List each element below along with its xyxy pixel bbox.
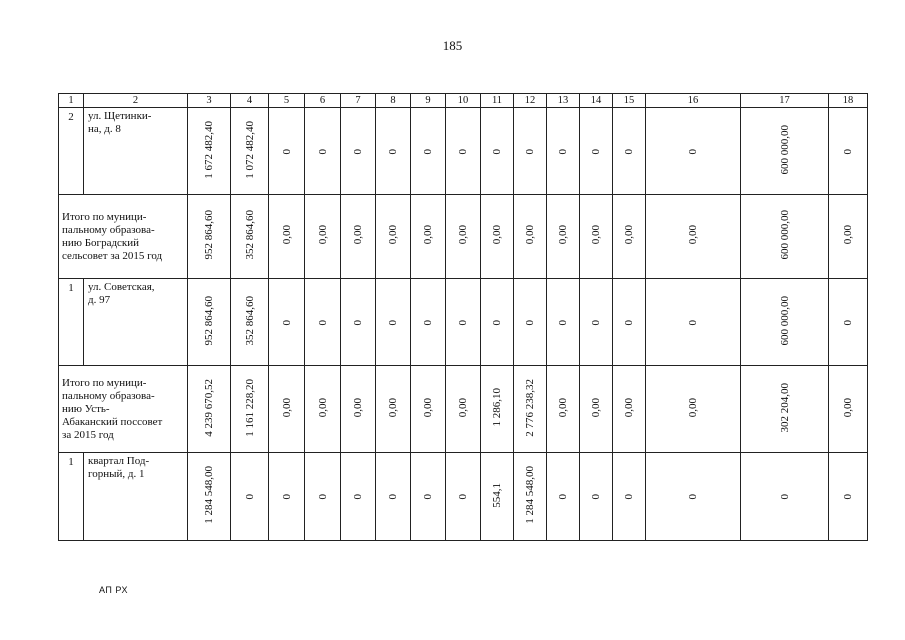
table-cell [376,366,411,453]
row-label: квартал Под- горный, д. 1 [84,453,188,541]
cell-value: 0 [623,494,635,500]
table-cell [341,279,376,366]
cell-value: 0 [280,148,293,154]
table-cell [231,366,269,453]
table-cell [231,279,269,366]
table-cell [188,108,231,195]
cell-value: 0,00 [422,225,434,245]
col-header: 9 [411,94,446,108]
cell-value: 0 [557,494,569,500]
table-cell [481,366,514,453]
row-label: ул. Щетинки- на, д. 8 [84,108,188,195]
footer-mark: АП РХ [99,585,128,595]
table-cell [341,195,376,279]
cell-value: 0 [687,148,699,154]
cell-value: 4 239 670,52 [203,378,215,437]
table-cell [514,279,547,366]
table-cell [829,195,868,279]
table-cell [741,195,829,279]
col-header: 11 [481,94,514,108]
cell-value: 0,00 [557,225,569,245]
table-cell [514,366,547,453]
cell-value: 0,00 [387,397,399,418]
cell-value: 0 [316,494,329,500]
cell-value: 2 776 238,32 [524,378,536,437]
table-cell [231,453,269,541]
table-cell [514,195,547,279]
cell-value: 352 864,60 [243,295,256,346]
cell-value: 0 [623,319,635,325]
cell-value: 0,00 [457,397,469,418]
table-cell [741,453,829,541]
cell-value: 0,00 [316,397,329,418]
table-cell [411,279,446,366]
row-label: Итого по муници- пальному образова- нию Усть- Абаканский поссовет за 2015 год [59,366,188,453]
financial-table [58,93,868,541]
table-cell [646,108,741,195]
col-header: 15 [613,94,646,108]
cell-value: 0 [387,494,399,500]
cell-value: 0 [491,148,503,154]
cell-value: 0,00 [687,225,699,245]
table-cell [376,108,411,195]
cell-value: 0 [557,319,569,325]
page-number: 185 [442,38,463,53]
cell-value: 952 864,60 [203,210,215,260]
table-cell [305,366,341,453]
row-number: 2 [59,108,84,195]
table-cell [580,195,613,279]
table-cell [188,279,231,366]
cell-value: 0 [316,319,329,325]
col-header: 18 [829,94,868,108]
cell-value: 0 [590,148,602,154]
cell-value: 0,00 [623,397,635,418]
table-cell [580,366,613,453]
table-cell [547,453,580,541]
table-cell [446,108,481,195]
row-number: 1 [59,279,84,366]
table-cell [613,195,646,279]
cell-value: 0,00 [557,397,569,418]
cell-value: 0 [778,494,791,500]
col-header: 12 [514,94,547,108]
cell-value: 0,00 [280,225,293,245]
col-header: 7 [341,94,376,108]
table-cell [580,453,613,541]
cell-value: 1 672 482,40 [203,120,215,179]
table-cell [188,453,231,541]
cell-value: 0 [524,319,536,325]
table-row [59,108,868,195]
cell-value: 0 [557,148,569,154]
cell-value: 0,00 [280,397,293,418]
table-cell [646,195,741,279]
col-header: 13 [547,94,580,108]
table-cell [376,195,411,279]
table-cell [376,279,411,366]
table-cell [411,195,446,279]
cell-value: 600 000,00 [778,210,791,260]
cell-value: 0 [457,494,469,500]
table-cell [580,279,613,366]
col-header: 8 [376,94,411,108]
table-cell [269,108,305,195]
table-cell [547,366,580,453]
table-cell [741,108,829,195]
cell-value: 600 000,00 [778,295,791,346]
header-row [59,94,868,108]
cell-value: 352 864,60 [243,210,256,260]
table-cell [547,195,580,279]
cell-value: 0 [243,494,256,500]
table-cell [269,366,305,453]
cell-value: 0 [590,319,602,325]
table-cell [481,453,514,541]
cell-value: 0 [491,319,503,325]
cell-value: 0 [387,319,399,325]
cell-value: 1 284 548,00 [524,466,536,524]
cell-value: 0 [842,319,854,325]
cell-value: 302 204,00 [778,382,791,433]
total-row [59,366,868,453]
col-header: 4 [231,94,269,108]
cell-value: 0,00 [352,225,364,245]
cell-value: 0 [623,148,635,154]
cell-value: 0 [316,148,329,154]
cell-value: 0 [842,148,854,154]
cell-value: 0,00 [352,397,364,418]
table-cell [514,453,547,541]
table-cell [646,279,741,366]
cell-value: 1 161 228,20 [243,378,256,437]
table-cell [829,108,868,195]
cell-value: 0 [842,494,854,500]
cell-value: 952 864,60 [203,295,215,346]
table-cell [341,453,376,541]
cell-value: 0,00 [457,225,469,245]
cell-value: 0 [352,319,364,325]
row-label: Итого по муници- пальному образова- нию Боградский сельсовет за 2015 год [59,195,188,279]
table-row [59,279,868,366]
col-header: 3 [188,94,231,108]
cell-value: 1 284 548,00 [203,466,215,524]
table-cell [305,108,341,195]
table-cell [829,279,868,366]
cell-value: 0,00 [422,397,434,418]
cell-value: 0,00 [316,225,329,245]
table-cell [269,195,305,279]
table-cell [446,453,481,541]
table-cell [446,366,481,453]
col-header: 17 [741,94,829,108]
cell-value: 0 [457,319,469,325]
cell-value: 0,00 [590,225,602,245]
cell-value: 0 [687,494,699,500]
table-cell [269,453,305,541]
cell-value: 0 [422,494,434,500]
table-cell [741,366,829,453]
col-header: 6 [305,94,341,108]
table-cell [481,195,514,279]
cell-value: 0,00 [842,225,854,245]
table-cell [646,453,741,541]
table-cell [269,279,305,366]
cell-value: 600 000,00 [778,124,791,175]
col-header: 2 [84,94,188,108]
cell-value: 0 [457,148,469,154]
table-cell [580,108,613,195]
cell-value: 0,00 [842,397,854,418]
cell-value: 0,00 [491,225,503,245]
table-row [59,453,868,541]
cell-value: 0 [352,494,364,500]
cell-value: 554,1 [491,482,503,508]
table-cell [231,195,269,279]
table-cell [613,366,646,453]
cell-value: 0 [352,148,364,154]
total-row [59,195,868,279]
table-cell [411,108,446,195]
table-cell [613,108,646,195]
table-cell [411,453,446,541]
col-header: 5 [269,94,305,108]
col-header: 1 [59,94,84,108]
cell-value: 0,00 [623,225,635,245]
table-cell [613,453,646,541]
table-cell [446,279,481,366]
cell-value: 0 [280,494,293,500]
table-cell [411,366,446,453]
table-cell [188,366,231,453]
table-cell [305,279,341,366]
col-header: 14 [580,94,613,108]
cell-value: 0 [590,494,602,500]
table-cell [305,453,341,541]
cell-value: 0 [524,148,536,154]
cell-value: 0,00 [590,397,602,418]
cell-value: 0 [687,319,699,325]
table-cell [305,195,341,279]
table-cell [231,108,269,195]
row-label: ул. Советская, д. 97 [84,279,188,366]
table-cell [341,108,376,195]
cell-value: 0 [280,319,293,325]
cell-value: 1 286,10 [491,388,503,427]
table-cell [829,366,868,453]
cell-value: 0,00 [387,225,399,245]
col-header: 10 [446,94,481,108]
table-cell [514,108,547,195]
cell-value: 0 [387,148,399,154]
table-cell [741,279,829,366]
table-cell [481,279,514,366]
table-cell [646,366,741,453]
table-cell [829,453,868,541]
col-header: 16 [646,94,741,108]
cell-value: 1 072 482,40 [243,120,256,179]
cell-value: 0,00 [687,397,699,418]
table-cell [376,453,411,541]
table-cell [613,279,646,366]
table-cell [446,195,481,279]
table-cell [547,108,580,195]
row-number: 1 [59,453,84,541]
cell-value: 0 [422,319,434,325]
cell-value: 0,00 [524,225,536,245]
table-cell [547,279,580,366]
cell-value: 0 [422,148,434,154]
table-cell [188,195,231,279]
table-cell [341,366,376,453]
table-cell [481,108,514,195]
